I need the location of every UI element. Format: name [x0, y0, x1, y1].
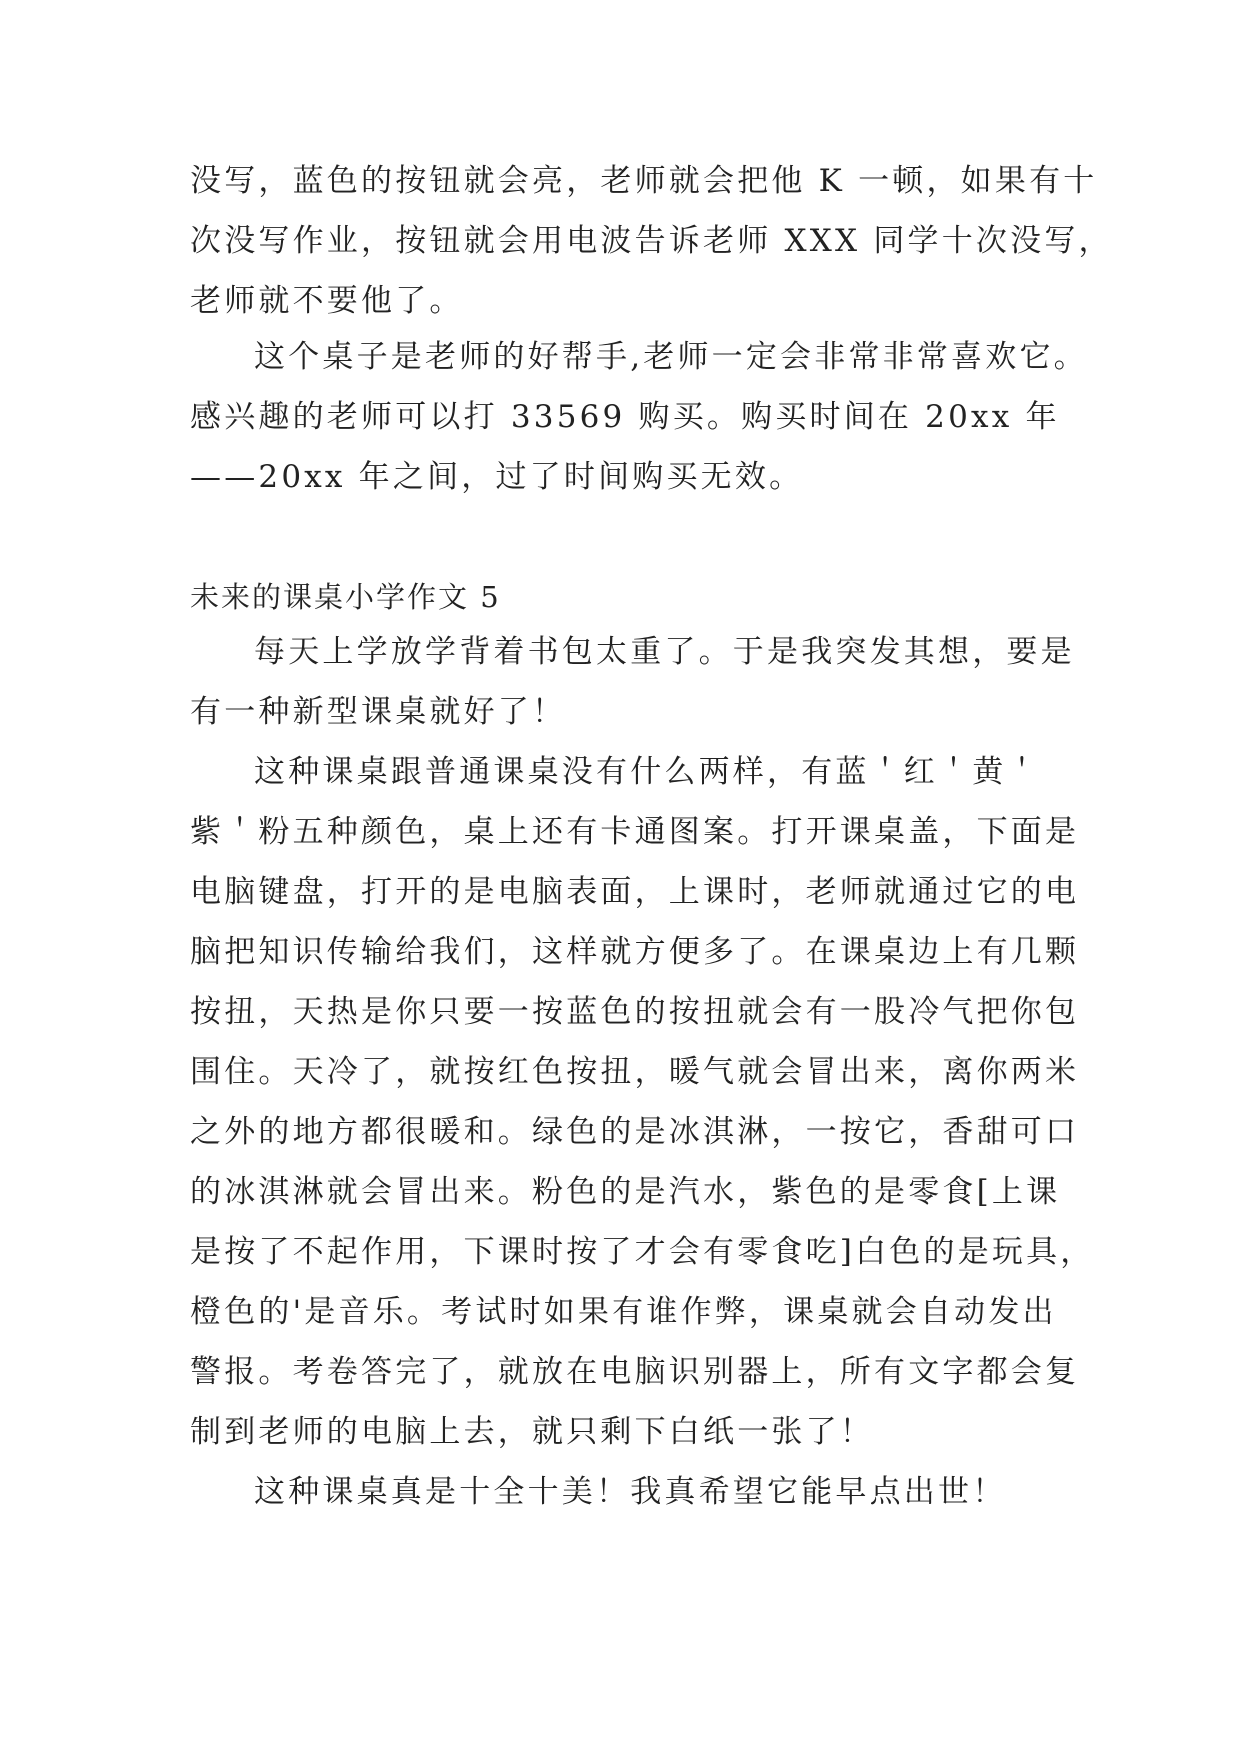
text-line: 制到老师的电脑上去，就只剩下白纸一张了！ — [190, 1414, 874, 1450]
text-line: 之外的地方都很暖和。绿色的是冰淇淋，一按它，香甜可口 — [190, 1114, 1080, 1150]
text-line: 警报。考卷答完了，就放在电脑识别器上，所有文字都会复 — [190, 1354, 1080, 1390]
essay-paragraph-1 — [190, 622, 1075, 742]
text-line: 这种课桌真是十全十美！我真希望它能早点出世！ — [254, 1474, 1007, 1510]
ad-paragraph — [190, 327, 1088, 507]
essay-paragraph-2 — [190, 742, 1095, 1462]
continuation-paragraph — [190, 151, 1113, 331]
text-line: 每天上学放学背着书包太重了。于是我突发其想，要是 — [254, 634, 1075, 670]
text-line: 没写，蓝色的按钮就会亮，老师就会把他 K 一顿，如果有十 — [190, 163, 1098, 199]
text-line: 脑把知识传输给我们，这样就方便多了。在课桌边上有几颗 — [190, 934, 1080, 970]
text-line: 这种课桌跟普通课桌没有什么两样，有蓝＇红＇黄＇ — [254, 754, 1041, 790]
text-line: 电脑键盘，打开的是电脑表面，上课时，老师就通过它的电 — [190, 874, 1080, 910]
text-line: 的冰淇淋就会冒出来。粉色的是汽水，紫色的是零食[上课 — [190, 1174, 1061, 1210]
text-line: 紫＇粉五种颜色，桌上还有卡通图案。打开课桌盖，下面是 — [190, 814, 1080, 850]
text-line: 围住。天冷了，就按红色按扭，暖气就会冒出来，离你两米 — [190, 1054, 1080, 1090]
text-line: 是按了不起作用，下课时按了才会有零食吃]白色的是玩具， — [190, 1234, 1095, 1270]
text-line: 按扭，天热是你只要一按蓝色的按扭就会有一股冷气把你包 — [190, 994, 1080, 1030]
text-line: 有一种新型课桌就好了！ — [190, 694, 567, 730]
text-line: ——20xx 年之间，过了时间购买无效。 — [190, 459, 804, 495]
text-line: 老师就不要他了。 — [190, 283, 464, 319]
text-line: 这个桌子是老师的好帮手,老师一定会非常非常喜欢它。 — [254, 339, 1088, 375]
essay-title: 未来的课桌小学作文 5 — [190, 580, 501, 614]
text-line: 橙色的'是音乐。考试时如果有谁作弊，课桌就会自动发出 — [190, 1294, 1057, 1330]
text-line: 感兴趣的老师可以打 33569 购买。购买时间在 20xx 年 — [190, 399, 1060, 435]
essay-paragraph-3 — [190, 1462, 1060, 1522]
text-line: 次没写作业，按钮就会用电波告诉老师 XXX 同学十次没写， — [190, 223, 1113, 259]
